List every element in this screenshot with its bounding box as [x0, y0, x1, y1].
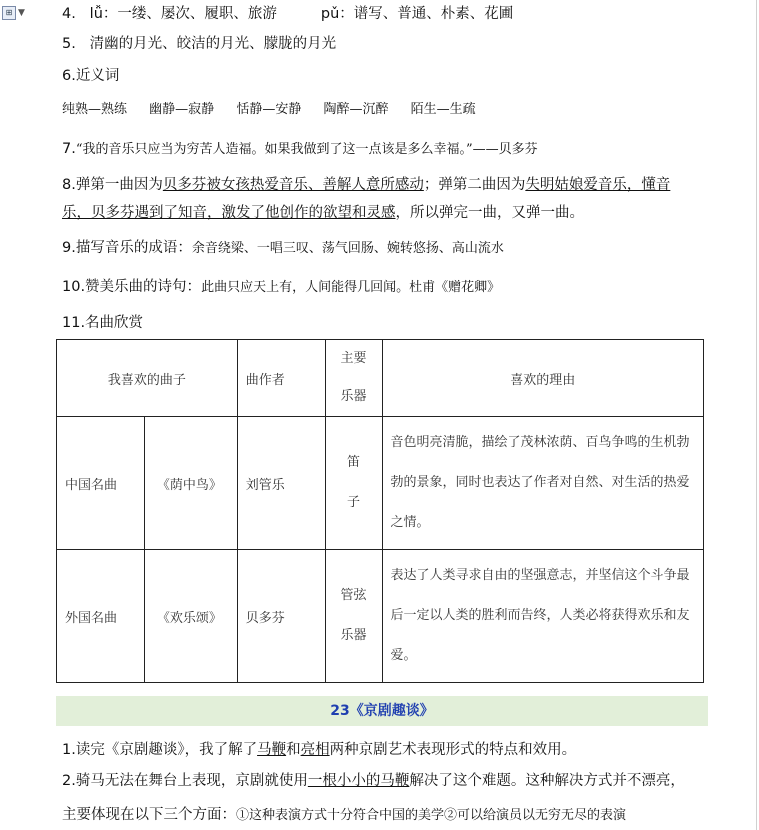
synonym-pair: 恬静—安静	[236, 102, 302, 117]
header-reason: 喜欢的理由	[382, 340, 703, 417]
line-9: 9.描写音乐的成语：余音绕梁、一唱三叹、荡气回肠、婉转悠扬、高山流水	[62, 240, 504, 256]
header-instrument: 主要 乐器	[325, 340, 382, 417]
table-row	[57, 417, 704, 550]
line-11-title: 11.名曲欣赏	[62, 315, 144, 331]
section-line-3: 主要体现在以下三个方面：①这种表演方式十分符合中国的美学②可以给演员以无穷无尽的表演	[62, 807, 627, 823]
page-edge	[756, 0, 757, 830]
synonym-pair: 陶醉—沉醉	[323, 102, 389, 117]
page-scroll-icon[interactable]	[0, 4, 30, 22]
synonym-pairs	[62, 100, 476, 120]
chevron-down-icon: ▼	[18, 8, 25, 18]
header-composer: 曲作者	[237, 340, 325, 417]
line-4: 4. lǚ：一缕、屡次、履职、旅游 pǔ：谱写、普通、朴素、花圃	[62, 6, 514, 22]
synonym-pair: 陌生—生疏	[410, 102, 476, 117]
section-line-1: 1.读完《京剧趣谈》，我了解了马鞭和亮相两种京剧艺术表现形式的特点和效用。	[62, 742, 577, 758]
line-8a: 8.弹第一曲因为贝多芬被女孩热爱音乐、善解人意所感动；弹第二曲因为失明姑娘爱音乐，懂音	[62, 177, 671, 193]
category-cell: 中国名曲	[57, 417, 145, 550]
reason-cell: 表达了人类寻求自由的坚强意志，并坚信这个斗争最后一定以人类的胜利而告终，人类必将获得欢乐和友爱。	[382, 550, 703, 683]
music-table	[56, 339, 704, 683]
line-10: 10.赞美乐曲的诗句：此曲只应天上有，人间能得几回闻。杜甫《赠花卿》	[62, 279, 501, 295]
section-line-2: 2.骑马无法在舞台上表现，京剧就使用一根小小的马鞭解决了这个难题。这种解决方式并不漂亮，	[62, 773, 685, 789]
instrument-cell: 管弦 乐器	[325, 550, 382, 683]
line-8b: 乐，贝多芬遇到了知音，激发了他创作的欲望和灵感，所以弹完一曲，又弹一曲。	[62, 205, 584, 221]
reason-cell: 音色明亮清脆，描绘了茂林浓荫、百鸟争鸣的生机勃勃的景象，同时也表达了作者对自然、对生活的热爱之情。	[382, 417, 703, 550]
line-7: 7.“我的音乐只应当为穷苦人造福。如果我做到了这一点该是多么幸福。”——贝多芬	[62, 141, 538, 157]
line-5: 5. 清幽的月光、皎洁的月光、朦胧的月光	[62, 36, 337, 52]
category-cell: 外国名曲	[57, 550, 145, 683]
table-row	[57, 550, 704, 683]
composer-cell: 刘管乐	[237, 417, 325, 550]
line-6-title: 6.近义词	[62, 68, 120, 84]
synonym-pair: 纯熟—熟练	[62, 102, 128, 117]
table-header-row	[57, 340, 704, 417]
section-title-banner: 23《京剧趣谈》	[56, 696, 708, 726]
title-cell: 《欢乐颂》	[144, 550, 237, 683]
title-cell: 《荫中鸟》	[144, 417, 237, 550]
header-favorite: 我喜欢的曲子	[57, 340, 238, 417]
composer-cell: 贝多芬	[237, 550, 325, 683]
synonym-pair: 幽静—寂静	[149, 102, 215, 117]
instrument-cell: 笛 子	[325, 417, 382, 550]
document-icon: ⊞	[2, 6, 16, 20]
